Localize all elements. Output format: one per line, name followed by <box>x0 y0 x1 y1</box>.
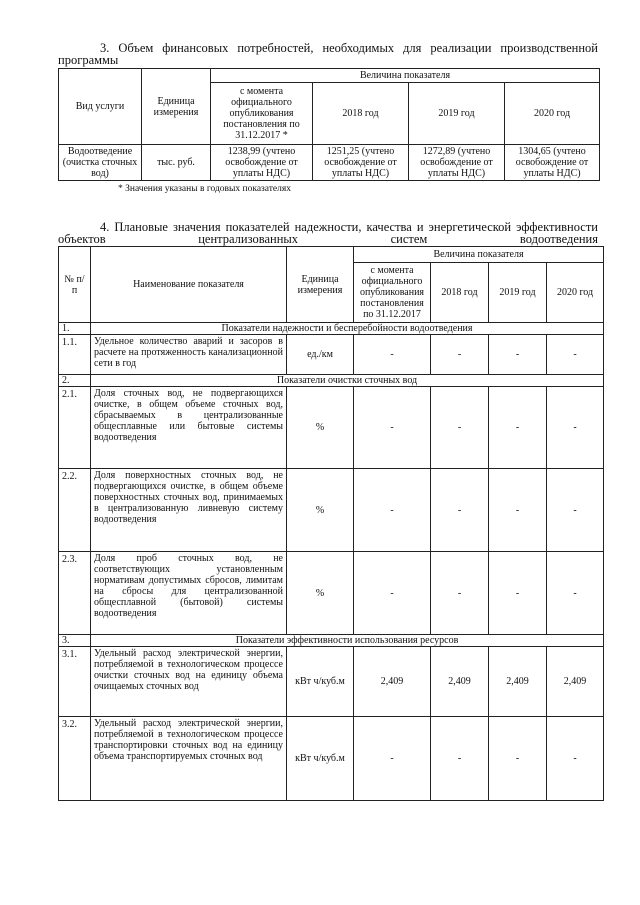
col-base-period-header: с момента официального опубликования постановления по 31.12.2017 <box>354 263 431 323</box>
section-title: Показатели надежности и бесперебойности водоотведения <box>91 323 604 335</box>
value-cell: - <box>489 469 547 552</box>
section-num: 2. <box>59 375 91 387</box>
value-cell: - <box>547 469 604 552</box>
indicator-name: Доля сточных вод, не подвергающихся очистке, в общем объеме сточных вод, сбрасываемых в централизованные общесплавные или бытовые системы водоотведения <box>91 387 287 469</box>
value-cell: - <box>431 469 489 552</box>
section3-heading <box>58 42 598 66</box>
value-cell: - <box>354 335 431 375</box>
section-num: 1. <box>59 323 91 335</box>
table-row <box>59 387 604 469</box>
value-cell: - <box>431 387 489 469</box>
col-year-header: 2019 год <box>489 263 547 323</box>
value-cell: - <box>547 335 604 375</box>
table-row <box>59 469 604 552</box>
service-cell: Водоотведение (очистка сточных вод) <box>59 145 142 181</box>
col-year-header: 2020 год <box>547 263 604 323</box>
value-cell: 1272,89 (учтено освобождение от уплаты НДС) <box>409 145 505 181</box>
table-row <box>59 552 604 635</box>
value-cell: - <box>489 335 547 375</box>
section-title: Показатели эффективности использования ресурсов <box>91 635 604 647</box>
value-cell: - <box>489 717 547 801</box>
value-cell: - <box>431 717 489 801</box>
col-unit-header: Единица измерения <box>287 247 354 323</box>
section-row <box>59 323 604 335</box>
section-row <box>59 375 604 387</box>
value-cell: - <box>354 387 431 469</box>
unit-cell: ед./км <box>287 335 354 375</box>
value-cell: - <box>354 717 431 801</box>
financial-needs-table <box>58 68 600 181</box>
col-base-period-header: с момента официального опубликования постановления по 31.12.2017 * <box>211 83 313 145</box>
col-value-header: Величина показателя <box>354 247 604 263</box>
indicator-name: Удельный расход электрической энергии, потребляемой в технологическом процессе транспортировки сточных вод на единицу объема транспортируемых сточных вод <box>91 717 287 801</box>
section-num: 3. <box>59 635 91 647</box>
value-cell: - <box>547 552 604 635</box>
value-cell: 2,409 <box>431 647 489 717</box>
unit-cell: % <box>287 552 354 635</box>
unit-cell: кВт ч/куб.м <box>287 717 354 801</box>
value-cell: 2,409 <box>489 647 547 717</box>
col-year-header: 2018 год <box>431 263 489 323</box>
value-cell: 1251,25 (учтено освобождение от уплаты НДС) <box>313 145 409 181</box>
value-cell: 2,409 <box>547 647 604 717</box>
col-service-header: Вид услуги <box>59 69 142 145</box>
col-year-header: 2018 год <box>313 83 409 145</box>
row-num: 2.3. <box>59 552 91 635</box>
indicator-name: Удельный расход электрической энергии, потребляемой в технологическом процессе очистки сточных вод на единицу объема очищаемых сточных вод <box>91 647 287 717</box>
value-cell: 1304,65 (учтено освобождение от уплаты НДС) <box>505 145 600 181</box>
value-cell: - <box>431 552 489 635</box>
table-row <box>59 647 604 717</box>
section4-heading-text: 4. Плановые значения показателей надежности, качества и энергетической эффективности объектов централизованных систем водоотведения <box>58 220 598 246</box>
section-row <box>59 635 604 647</box>
col-name-header: Наименование показателя <box>91 247 287 323</box>
col-year-header: 2019 год <box>409 83 505 145</box>
value-cell: - <box>547 717 604 801</box>
unit-cell: % <box>287 469 354 552</box>
value-cell: 1238,99 (учтено освобождение от уплаты НДС) <box>211 145 313 181</box>
row-num: 3.1. <box>59 647 91 717</box>
col-value-header: Величина показателя <box>211 69 600 83</box>
section-title: Показатели очистки сточных вод <box>91 375 604 387</box>
table-row <box>59 717 604 801</box>
value-cell: - <box>354 552 431 635</box>
unit-cell: кВт ч/куб.м <box>287 647 354 717</box>
value-cell: - <box>489 552 547 635</box>
row-num: 2.1. <box>59 387 91 469</box>
value-cell: - <box>547 387 604 469</box>
col-unit-header: Единица измерения <box>142 69 211 145</box>
value-cell: - <box>354 469 431 552</box>
section4-heading <box>58 221 598 245</box>
indicator-name: Доля поверхностных сточных вод, не подвергающихся очистке, в общем объеме поверхностных сточных вод, принимаемых в централизованную ливневую систему водоотведения <box>91 469 287 552</box>
value-cell: - <box>489 387 547 469</box>
row-num: 2.2. <box>59 469 91 552</box>
row-num: 1.1. <box>59 335 91 375</box>
section3-footnote: * Значения указаны в годовых показателях <box>118 184 292 194</box>
unit-cell: % <box>287 387 354 469</box>
indicator-name: Удельное количество аварий и засоров в расчете на протяженность канализационной сети в год <box>91 335 287 375</box>
value-cell: - <box>431 335 489 375</box>
table-row <box>59 335 604 375</box>
indicators-table <box>58 246 604 801</box>
indicator-name: Доля проб сточных вод, не соответствующих установленным нормативам допустимых сбросов, лимитам на сбросы для централизованной общесплавной (бытовой) системы водоотведения <box>91 552 287 635</box>
col-num-header: № п/п <box>59 247 91 323</box>
table-row <box>59 145 600 181</box>
row-num: 3.2. <box>59 717 91 801</box>
col-year-header: 2020 год <box>505 83 600 145</box>
section3-heading-text: 3. Объем финансовых потребностей, необходимых для реализации производственной программы <box>58 41 598 67</box>
unit-cell: тыс. руб. <box>142 145 211 181</box>
value-cell: 2,409 <box>354 647 431 717</box>
